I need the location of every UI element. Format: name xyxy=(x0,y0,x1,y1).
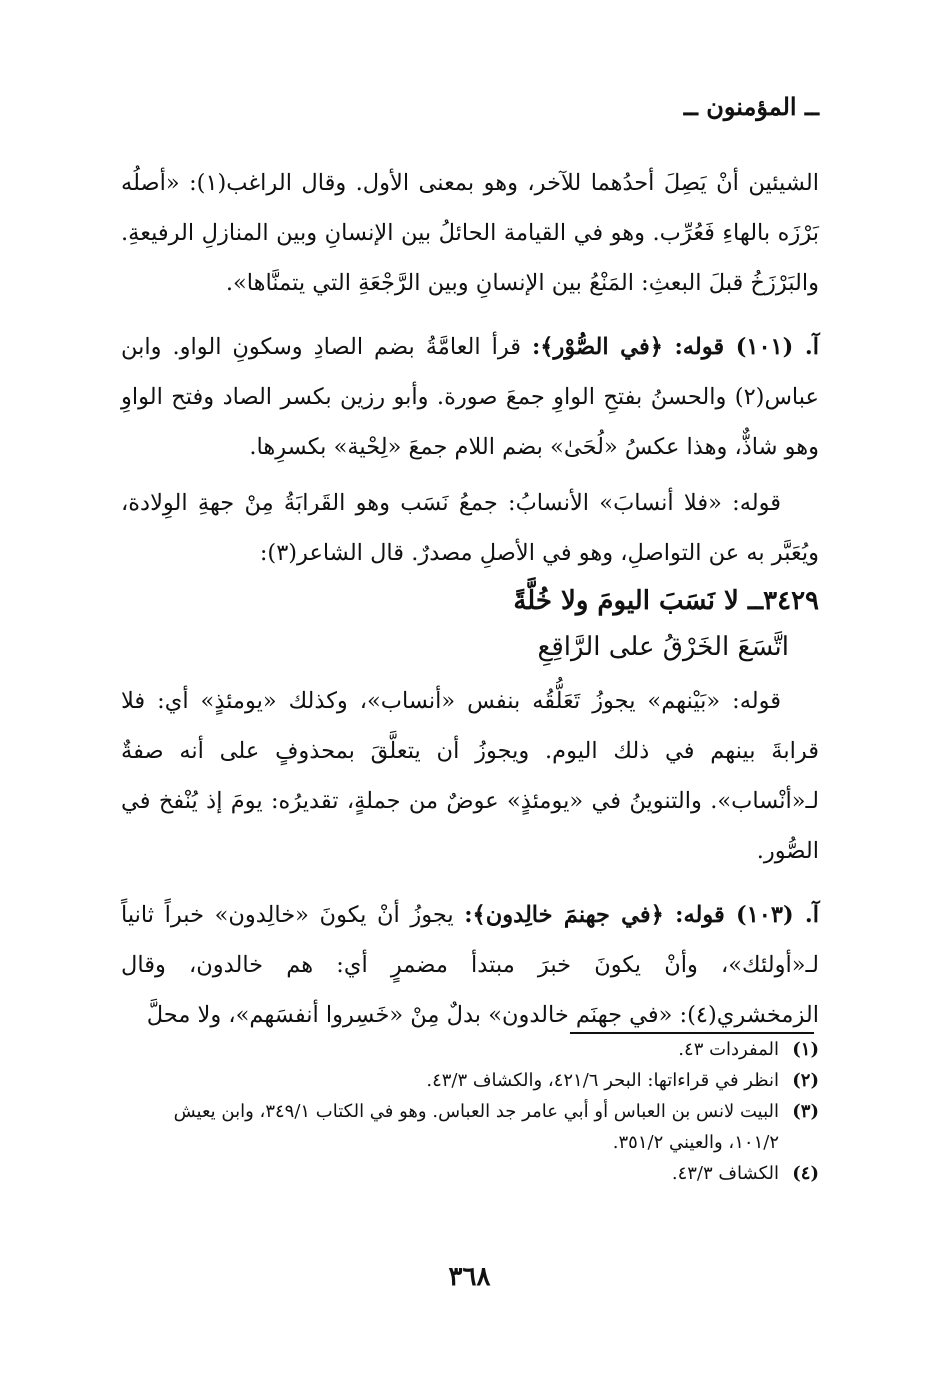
paragraph-text: قرأ العامَّةُ بضم الصادِ وسكونِ الواو. وابن عباس(٢) والحسنُ بفتحِ الواوِ جمعَ صورة. وأبو رزين بكسر الصاد وفتح الواوِ وهو شاذٌّ، وهذا عكسُ «لُحَىٰ» بضم اللام جمعَ «لِحْية» بكسرِها. xyxy=(121,334,819,460)
paragraph-verse-101 xyxy=(121,322,819,472)
footnote-text: المفردات ٤٣. xyxy=(678,1039,779,1060)
paragraph-text: قوله: «بَيْنهم» يجوزُ تَعَلُّقُه بنفس «أنساب»، وكذلك «يومئذٍ» أي: فلا قرابةَ بينهم في ذلك اليوم. ويجوزُ أن يتعلَّقَ بمحذوفٍ على أنه صفةٌ لـ«أنْساب». والتنوينُ في «يومئذٍ» عوضٌ من جملةٍ، تقديرُه: يومَ إذ يُنْفخ في الصُّور. xyxy=(121,688,819,864)
footnote-1 xyxy=(121,1034,819,1065)
paragraph-baynahum xyxy=(121,676,819,876)
footnote-3 xyxy=(121,1096,819,1158)
poetry-first-hemistich: ٣٤٢٩ــ لا نَسَبَ اليومَ ولا خُلَّةً xyxy=(513,586,819,616)
footnote-text: انظر في قراءاتها: البحر ٤٢١/٦، والكشاف ٤٣/٣. xyxy=(426,1070,779,1091)
footnote-number: (٢) xyxy=(792,1070,819,1091)
poetry-verse xyxy=(121,578,819,670)
paragraph-ansab xyxy=(121,478,819,578)
page-number: ٣٦٨ xyxy=(448,1262,491,1292)
footnote-text: البيت لانس بن العباس أو أبي عامر جد العباس. وهو في الكتاب ٣٤٩/١، وابن يعيش ١٠١/٢، والعيني ٣٥١/٢. xyxy=(173,1101,779,1153)
running-header: ــ المؤمنون ــ xyxy=(683,92,819,121)
poetry-second-hemistich: اتَّسَعَ الخَرْقُ على الرَّاقِعِ xyxy=(537,632,789,662)
footnote-text: الكشاف ٤٣/٣. xyxy=(671,1163,779,1184)
footnote-number: (٣) xyxy=(792,1101,819,1122)
paragraph-text: قوله: «فلا أنسابَ» الأنسابُ: جمعُ نَسَب وهو القَرابَةُ مِنْ جهةِ الوِلادة، ويُعَبَّر به عن التواصلِ، وهو في الأصلِ مصدرٌ. قال الشاعر(٣): xyxy=(121,490,819,566)
footnote-number: (١) xyxy=(792,1039,819,1060)
footnote-number: (٤) xyxy=(792,1163,819,1184)
paragraph-verse-103 xyxy=(121,890,819,1040)
verse-heading: آ. (١٠١) قوله: ﴿في الصُّوْر﴾: xyxy=(531,334,819,360)
paragraph-text: الشيئين أنْ يَصِلَ أحدُهما للآخر، وهو بمعنى الأول. وقال الراغب(١): «أصلُه بَرْزَه بالهاءِ فَعُرِّب. وهو في القيامة الحائلُ بين الإنسانِ وبين المنازلِ الرفيعةِ. والبَرْزَخُ قبلَ البعثِ: المَنْعُ بين الإنسانِ وبين الرَّجْعَةِ التي يتمنَّاها». xyxy=(121,170,819,296)
footnote-2 xyxy=(121,1065,819,1096)
main-text xyxy=(121,158,819,1040)
paragraph-1 xyxy=(121,158,819,308)
footnotes xyxy=(121,1034,819,1189)
footnote-4 xyxy=(121,1158,819,1189)
verse-heading: آ. (١٠٣) قوله: ﴿في جهنمَ خالِدون﴾: xyxy=(464,902,819,928)
paragraph-text: يجوزُ أنْ يكونَ «خالِدون» خبراً ثانياً لـ«أولئك»، وأنْ يكونَ خبرَ مبتدأ مضمرٍ أي: هم خالدون، وقال الزمخشري(٤): «في جهنَم خالدون» بدلٌ مِنْ «خَسِروا أنفسَهم»، ولا محلَّ xyxy=(121,902,819,1028)
